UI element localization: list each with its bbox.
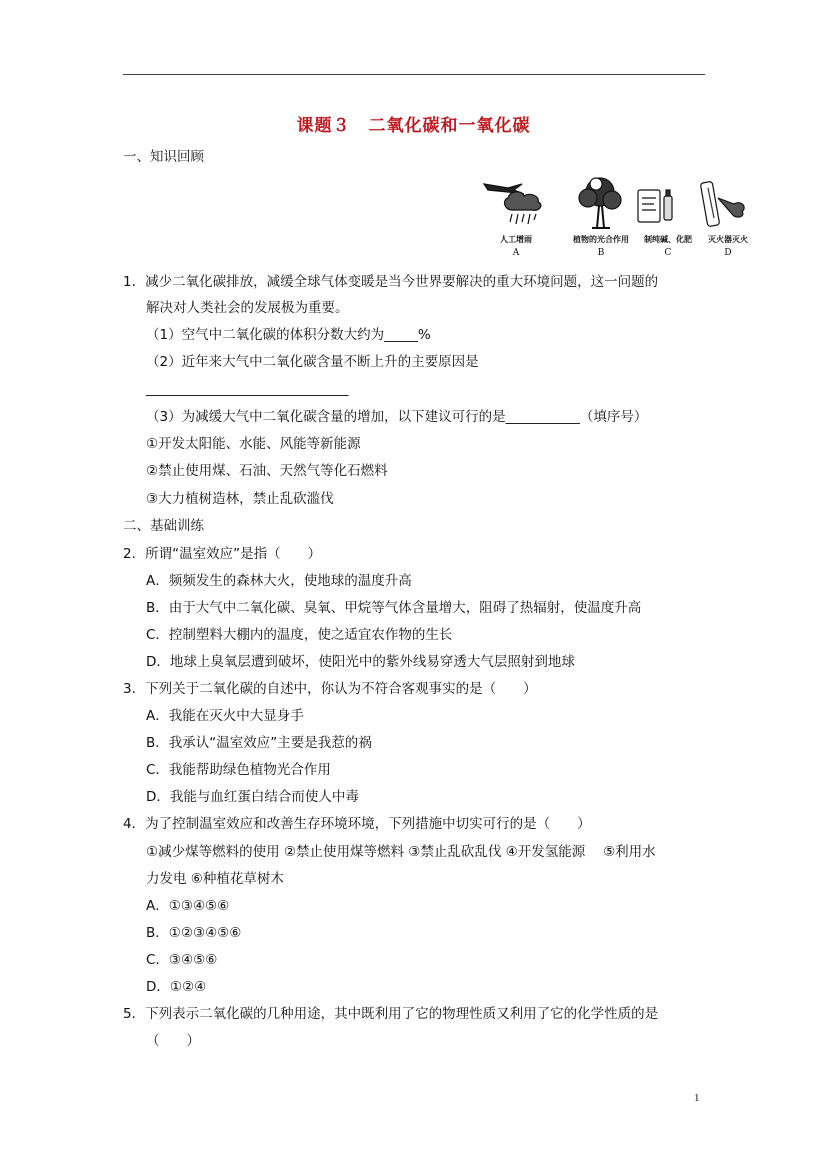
figure-caption-b: 植物的光合作用 <box>573 234 629 244</box>
figure-caption-d: 灭火器灭火 <box>708 234 748 244</box>
q2-option-b: B．由于大气中二氧化碳、臭氧、甲烷等气体含量增大，阻碍了热辐射，使温度升高 <box>146 600 642 616</box>
header-rule <box>123 74 705 75</box>
q3-option-c: C．我能帮助绿色植物光合作用 <box>146 762 331 778</box>
q1-option-3: ③大力植树造林，禁止乱砍滥伐 <box>146 491 334 507</box>
q1-part2: （2）近年来大气中二氧化碳含量不断上升的主要原因是 <box>146 354 479 370</box>
q4-option-a: A．①③④⑤⑥ <box>146 898 230 914</box>
figure-caption-a: 人工增雨 <box>500 234 532 244</box>
q3-option-d: D．我能与血红蛋白结合而使人中毒 <box>146 789 359 805</box>
q1-option-2: ②禁止使用煤、石油、天然气等化石燃料 <box>146 463 388 479</box>
figure-caption-c: 制纯碱、化肥 <box>644 234 692 244</box>
q5-answer-paren: （ ） <box>146 1033 200 1049</box>
q4-option-b: B．①②③④⑤⑥ <box>146 925 242 941</box>
usage-figure <box>478 170 758 262</box>
page-title: 课题３ 二氧化碳和一氧化碳 <box>296 116 531 136</box>
page-number: 1 <box>694 1092 700 1104</box>
q1-option-1: ①开发太阳能、水能、风能等新能源 <box>146 436 361 452</box>
q2-option-a: A．频频发生的森林大火，使地球的温度升高 <box>146 573 412 589</box>
fertilizer-bag-icon <box>638 190 672 222</box>
q1-part3: （3）为减缓大气中二氧化碳含量的增加，以下建议可行的是___________（填序号） <box>146 409 648 425</box>
q1-stem-line1: 1．减少二氧化碳排放，减缓全球气体变暖是当今世界要解决的重大环境问题，这一问题的 <box>123 274 659 290</box>
figure-letter-c: C <box>664 248 672 258</box>
tree-icon <box>579 178 621 228</box>
q2-option-d: D．地球上臭氧层遭到破坏，使阳光中的紫外线易穿透大气层照射到地球 <box>146 654 575 670</box>
q1-part1: （1）空气中二氧化碳的体积分数大约为_____% <box>146 327 431 343</box>
q4-option-c: C．③④⑤⑥ <box>146 952 218 968</box>
q4-measures-line1: ①减少煤等燃料的使用 ②禁止使用煤等燃料 ③禁止乱砍乱伐 ④开发氢能源 ⑤利用水 <box>146 844 656 860</box>
q3-option-a: A．我能在灭火中大显身手 <box>146 708 304 724</box>
airplane-cloud-rain-icon <box>484 184 541 224</box>
section-heading-training: 二、基础训练 <box>123 518 204 534</box>
fire-extinguisher-icon <box>700 181 744 226</box>
q2-option-c: C．控制塑料大棚内的温度，使之适宜农作物的生长 <box>146 627 453 643</box>
figure-letter-d: D <box>724 248 732 258</box>
q3-option-b: B．我承认“温室效应”主要是我惹的祸 <box>146 735 372 751</box>
q1-part2-blank: ______________________________ <box>146 381 349 397</box>
q4-measures-line2: 力发电 ⑥种植花草树木 <box>146 871 284 887</box>
section-heading-review: 一、知识回顾 <box>123 149 204 165</box>
q1-stem-line2: 解决对人类社会的发展极为重要。 <box>146 300 349 316</box>
q4-option-d: D．①②④ <box>146 979 207 995</box>
q2-stem: 2．所谓“温室效应”是指（ ） <box>123 546 322 562</box>
q5-stem: 5．下列表示二氧化碳的几种用途，其中既利用了它的物理性质又利用了它的化学性质的是 <box>123 1006 659 1022</box>
q4-stem: 4．为了控制温室效应和改善生存环境环境，下列措施中切实可行的是（ ） <box>123 816 591 832</box>
figure-letter-a: A <box>512 248 520 258</box>
q3-stem: 3．下列关于二氧化碳的自述中，你认为不符合客观事实的是（ ） <box>123 681 537 697</box>
figure-letter-b: B <box>597 248 605 258</box>
